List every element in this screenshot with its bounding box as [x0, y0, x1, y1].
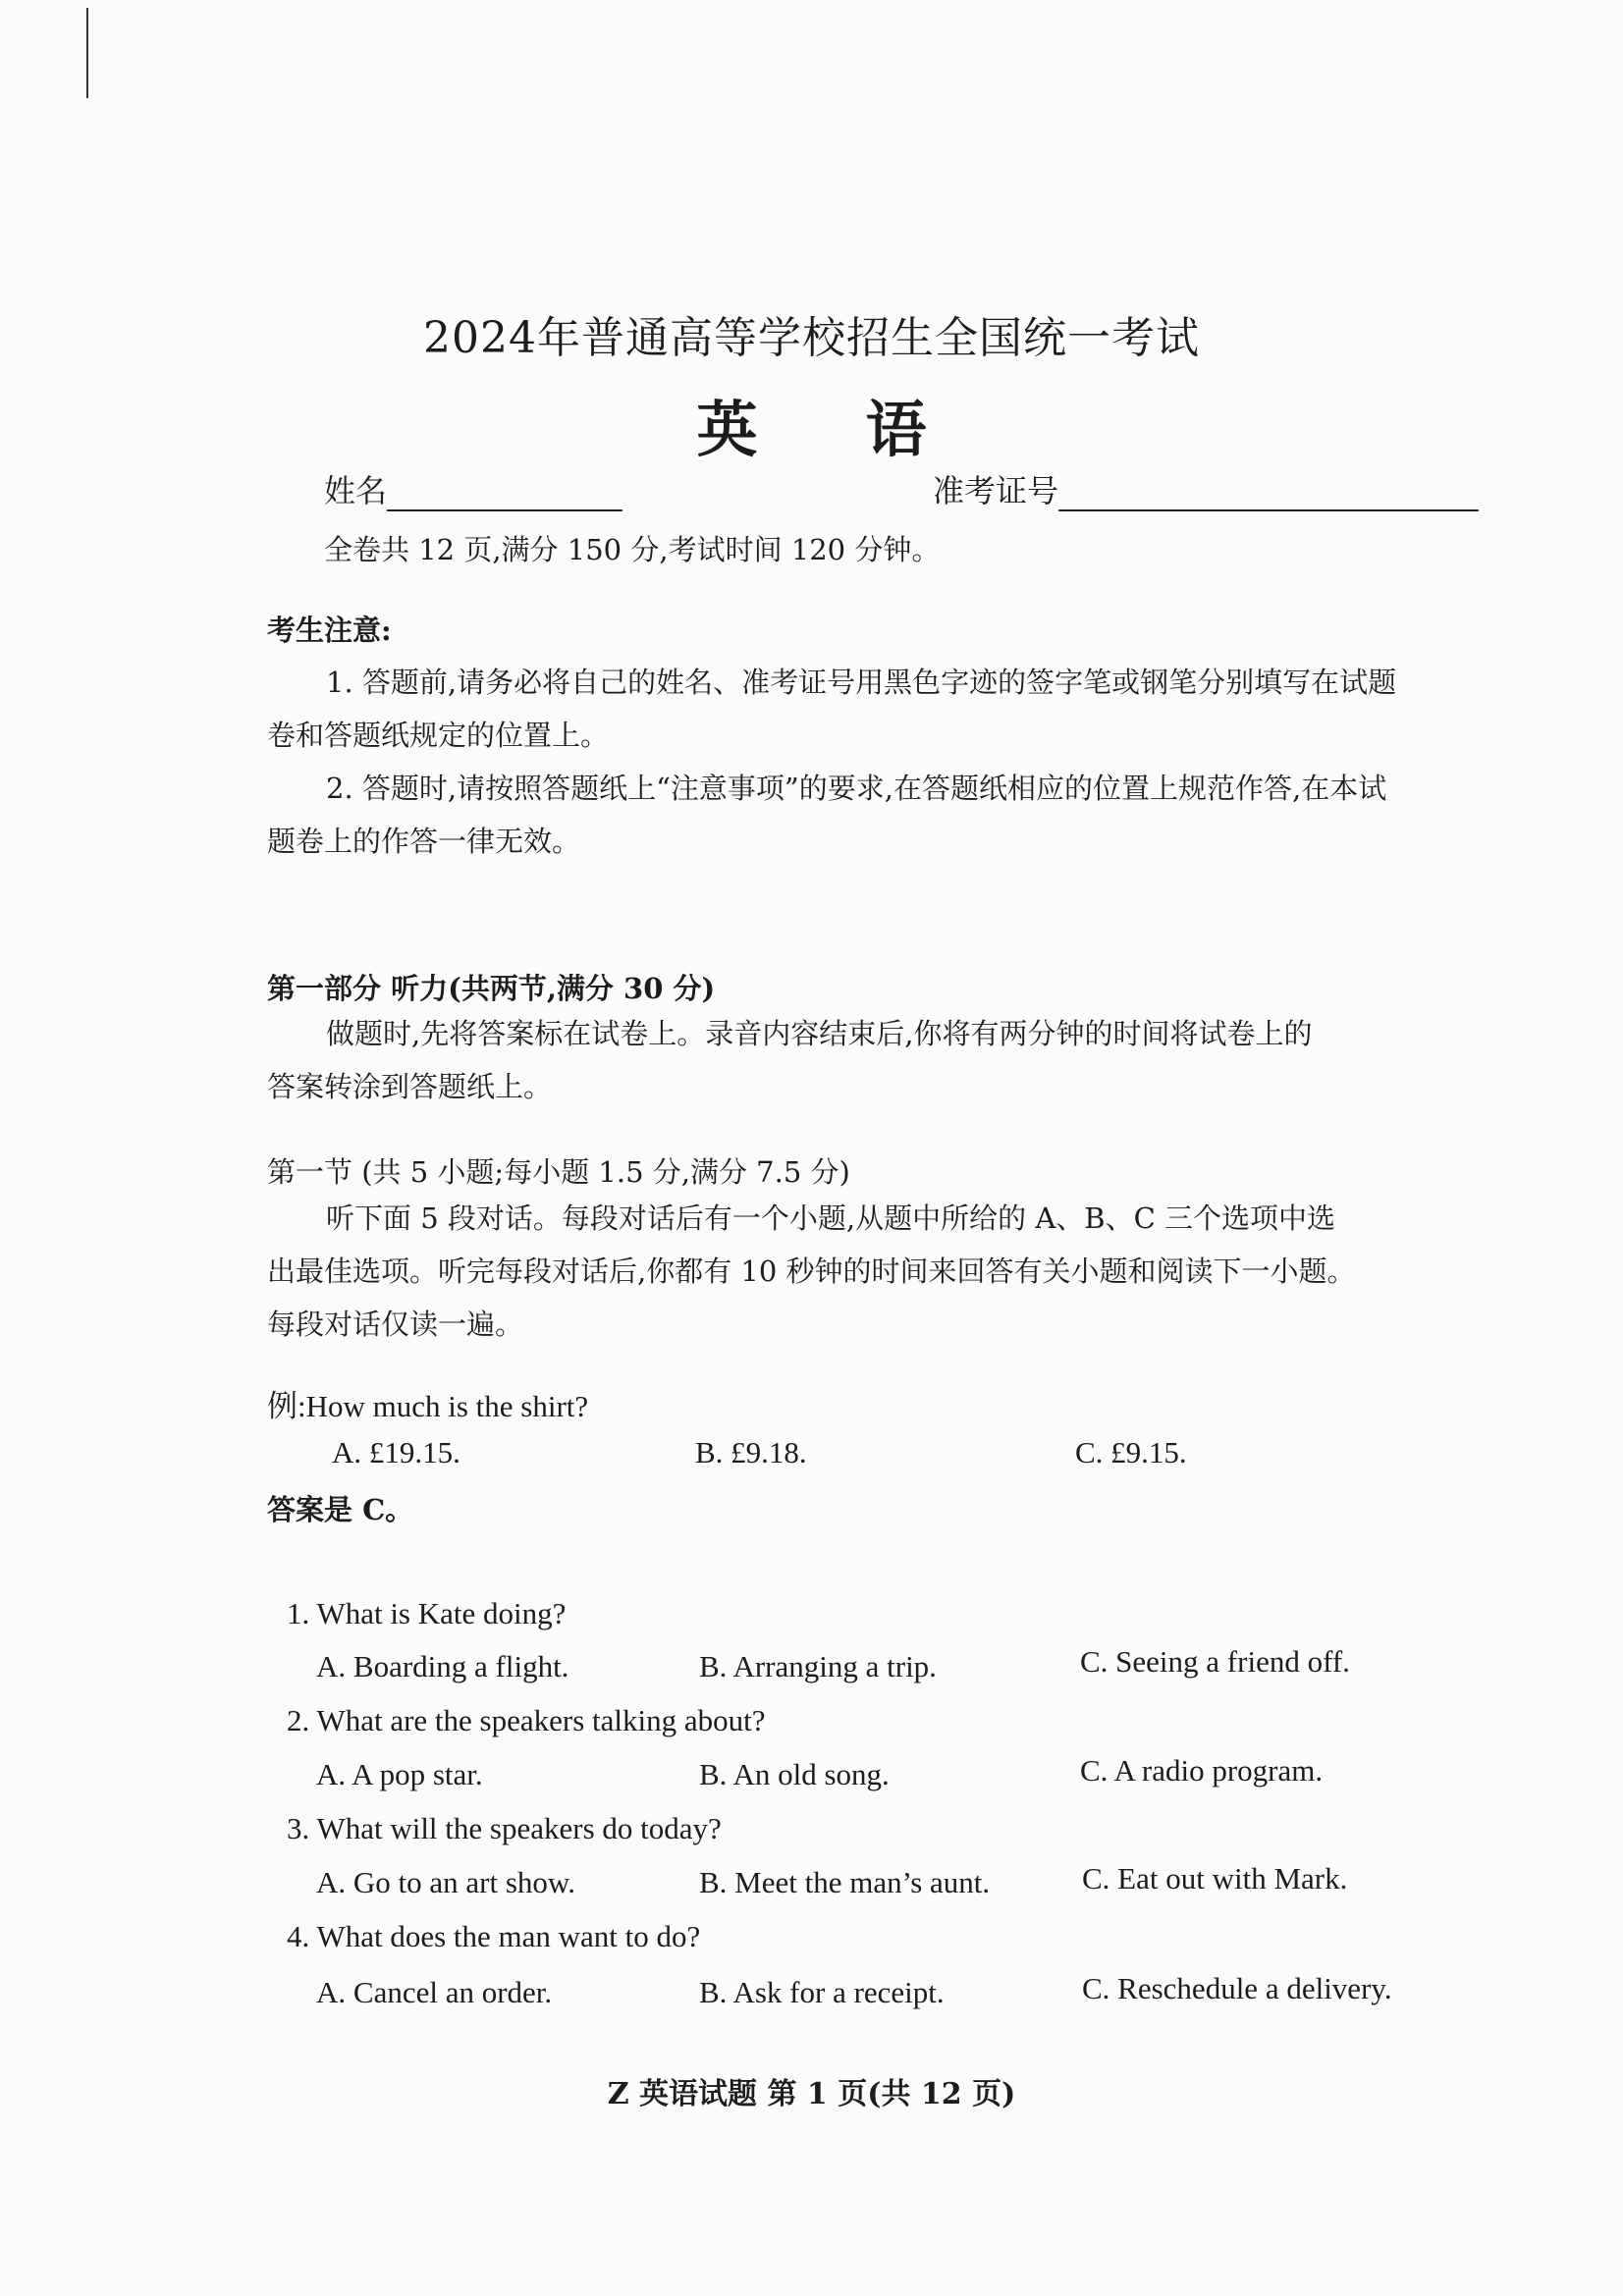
question-4-option-b: B. Ask for a receipt.: [699, 1975, 945, 2009]
example-option-a: A. £19.15.: [332, 1435, 460, 1469]
section1-line2: 出最佳选项。听完每段对话后,你都有 10 秒钟的时间来回答有关小题和阅读下一小题。: [267, 1255, 1356, 1288]
example-question: 例:How much is the shirt?: [267, 1389, 589, 1423]
question-4-option-a: A. Cancel an order.: [316, 1975, 553, 2009]
question-2-option-c: C. A radio program.: [1080, 1753, 1324, 1788]
name-field: [324, 466, 622, 511]
name-blank: [387, 480, 622, 511]
part1-heading: 第一部分 听力(共两节,满分 30 分): [267, 972, 716, 1005]
notice-item2-line2: 题卷上的作答一律无效。: [267, 825, 581, 858]
part1-intro-line2: 答案转涂到答题纸上。: [267, 1070, 553, 1103]
subject-title: 英语: [696, 394, 1035, 465]
notice-item1-line1: 1. 答题前,请务必将自己的姓名、准考证号用黑色字迹的签字笔或钢笔分别填写在试题: [326, 666, 1397, 699]
question-3-option-b: B. Meet the man’s aunt.: [699, 1865, 991, 1899]
notice-heading: 考生注意:: [267, 614, 392, 647]
exam-title: 2024年普通高等学校招生全国统一考试: [423, 313, 1200, 363]
question-1-stem: 1. What is Kate doing?: [287, 1596, 567, 1630]
notice-item1-line2: 卷和答题纸规定的位置上。: [267, 719, 610, 752]
question-3-stem: 3. What will the speakers do today?: [287, 1811, 722, 1845]
id-label: 准考证号: [933, 472, 1059, 509]
question-3-option-a: A. Go to an art show.: [316, 1865, 576, 1899]
question-2-option-b: B. An old song.: [699, 1757, 890, 1791]
part1-intro-line1: 做题时,先将答案标在试卷上。录音内容结束后,你将有两分钟的时间将试卷上的: [326, 1017, 1313, 1050]
question-1-option-b: B. Arranging a trip.: [699, 1649, 937, 1683]
question-4-stem: 4. What does the man want to do?: [287, 1919, 701, 1953]
example-answer: 答案是 C。: [267, 1493, 414, 1526]
question-2-stem: 2. What are the speakers talking about?: [287, 1703, 766, 1737]
question-4-option-c: C. Reschedule a delivery.: [1082, 1971, 1392, 2005]
question-1-option-c: C. Seeing a friend off.: [1080, 1644, 1350, 1679]
page-footer: Z 英语试题 第 1 页(共 12 页): [607, 2077, 1016, 2111]
section1-line3: 每段对话仅读一遍。: [267, 1308, 524, 1341]
example-option-b: B. £9.18.: [695, 1435, 807, 1469]
section1-heading: 第一节 (共 5 小题;每小题 1.5 分,满分 7.5 分): [267, 1155, 850, 1189]
id-field: [933, 466, 1479, 511]
example-option-c: C. £9.15.: [1075, 1435, 1187, 1469]
name-label: 姓名: [324, 472, 388, 509]
id-blank: [1058, 480, 1479, 511]
binding-margin-mark: [86, 8, 88, 98]
question-2-option-a: A. A pop star.: [316, 1757, 483, 1791]
question-1-option-a: A. Boarding a flight.: [316, 1649, 569, 1683]
question-3-option-c: C. Eat out with Mark.: [1082, 1861, 1348, 1896]
section1-line1: 听下面 5 段对话。每段对话后有一个小题,从题中所给的 A、B、C 三个选项中选: [326, 1201, 1335, 1235]
notice-item2-line1: 2. 答题时,请按照答题纸上“注意事项”的要求,在答题纸相应的位置上规范作答,在本试: [326, 772, 1387, 805]
exam-info: 全卷共 12 页,满分 150 分,考试时间 120 分钟。: [324, 533, 941, 566]
